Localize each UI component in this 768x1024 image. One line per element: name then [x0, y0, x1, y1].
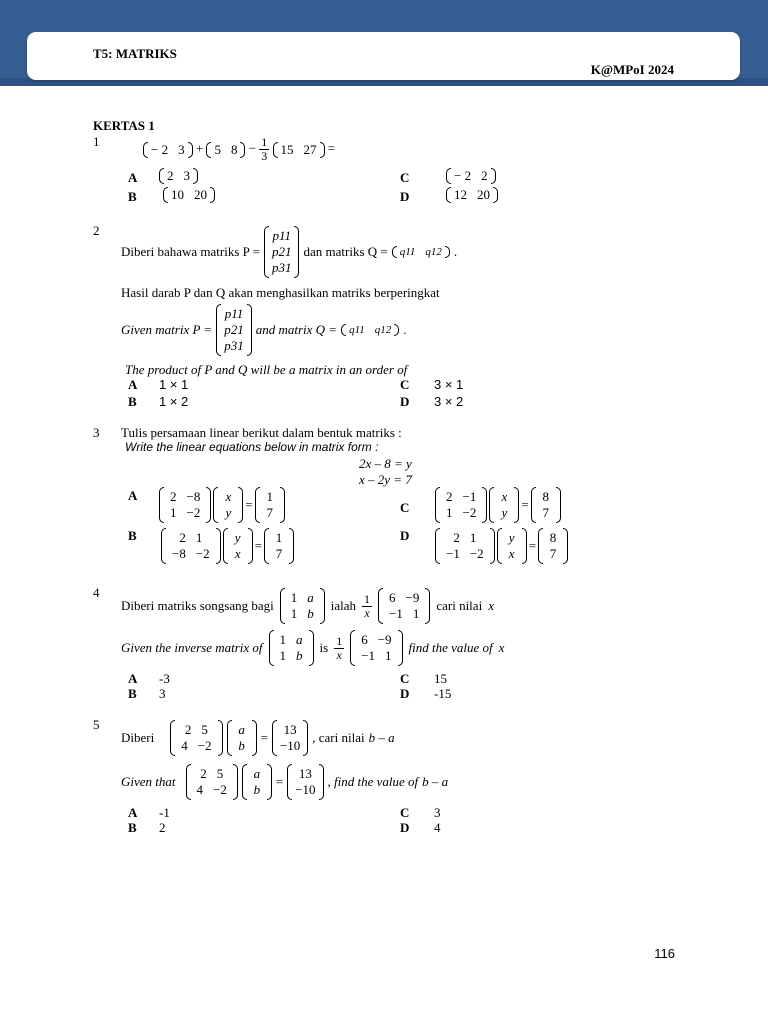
q1-option-c-letter: C	[400, 170, 410, 185]
q3-option-a-letter: A	[128, 488, 138, 503]
q1-option-d[interactable]: 12 20	[446, 186, 498, 203]
q2-option-a-letter: A	[128, 377, 138, 392]
question-1-number: 1	[93, 134, 100, 149]
q5-option-c-letter: C	[400, 805, 410, 820]
question-5-number: 5	[93, 717, 100, 732]
q4-option-a-letter: A	[128, 671, 138, 686]
q3-option-a[interactable]: 2 −8 1 −2 x y = 1 7	[159, 487, 285, 523]
q5-option-a[interactable]: -1	[159, 805, 170, 820]
q5-option-c[interactable]: 3	[434, 805, 441, 820]
question-3-equation-1: 2x – 8 = y	[359, 456, 412, 471]
section-title: KERTAS 1	[93, 118, 155, 133]
header-year: K@MPoI 2024	[590, 62, 674, 77]
question-4-english: Given the inverse matrix of 1 a 1 b is $\frac{1}{x}$ 6 −9 −1 1 find the value of x	[121, 626, 504, 670]
q1-option-a[interactable]: 2 3	[159, 167, 198, 184]
header-title: T5: MATRIKS	[93, 46, 177, 61]
question-2-english-line: The product of P and Q will be a matrix in an order of	[125, 362, 408, 377]
q4-option-b-letter: B	[128, 686, 137, 701]
q1-option-b[interactable]: 10 20	[163, 186, 215, 203]
q5-option-d-letter: D	[400, 820, 410, 835]
q5-option-d[interactable]: 4	[434, 820, 441, 835]
q3-option-d[interactable]: 2 1 −1 −2 y x = 8 7	[435, 528, 568, 564]
q3-option-b[interactable]: 2 1 −8 −2 y x = 1 7	[161, 528, 294, 564]
question-3-malay: Tulis persamaan linear berikut dalam bentuk matriks :	[121, 425, 402, 440]
q1-option-a-letter: A	[128, 170, 138, 185]
q2-option-b[interactable]: 1 × 2	[159, 394, 189, 409]
q4-option-d[interactable]: -15	[434, 686, 452, 701]
q4-option-c-letter: C	[400, 671, 410, 686]
q4-option-d-letter: D	[400, 686, 410, 701]
question-5-english: Given that 2 5 4 −2 a b = 13 −10 , find the value of b – a	[121, 760, 448, 804]
q4-option-c[interactable]: 15	[434, 671, 447, 686]
q3-option-d-letter: D	[400, 528, 410, 543]
question-4-malay: Diberi matriks songsang bagi 1 a 1 b ialah $\frac{1}{x}$ 6 −9 −1 1 cari nilai x	[121, 584, 494, 628]
q2-option-d-letter: D	[400, 394, 410, 409]
q5-option-a-letter: A	[128, 805, 138, 820]
page-number: 116	[654, 946, 675, 961]
question-3-number: 3	[93, 425, 100, 440]
q5-option-b[interactable]: 2	[159, 820, 166, 835]
q3-option-b-letter: B	[128, 528, 137, 543]
question-2-malay-line: Hasil darab P dan Q akan menghasilkan matriks berperingkat	[121, 285, 440, 300]
q1-option-b-letter: B	[128, 189, 137, 204]
q3-option-c[interactable]: 2 −1 1 −2 x y = 8 7	[435, 487, 561, 523]
question-3-english: Write the linear equations below in matrix form :	[125, 440, 379, 454]
question-2-english-given: Given matrix P = p11 p21 p31 and matrix Q = q11 q12 .	[121, 300, 407, 360]
question-5-malay: Diberi 2 5 4 −2 a b = 13 −10 , cari nilai b – a	[121, 716, 395, 760]
q5-option-b-letter: B	[128, 820, 137, 835]
q4-option-b[interactable]: 3	[159, 686, 166, 701]
q1-option-d-letter: D	[400, 189, 410, 204]
question-1-expression: − 2 3 + 5 8 − $\frac{1}{3}$ 15 27 =	[143, 136, 335, 163]
q2-option-c[interactable]: 3 × 1	[434, 377, 464, 392]
question-2-number: 2	[93, 223, 100, 238]
question-2-malay-given: Diberi bahawa matriks P = p11 p21 p31 dan matriks Q = q11 q12 .	[121, 222, 457, 282]
q4-option-a[interactable]: -3	[159, 671, 170, 686]
q2-option-c-letter: C	[400, 377, 410, 392]
header-card	[27, 32, 740, 80]
question-4-number: 4	[93, 585, 100, 600]
q1-option-c[interactable]: − 2 2	[446, 167, 496, 184]
q2-option-d[interactable]: 3 × 2	[434, 394, 464, 409]
question-3-equation-2: x – 2y = 7	[359, 472, 412, 487]
q2-option-a[interactable]: 1 × 1	[159, 377, 189, 392]
q2-option-b-letter: B	[128, 394, 137, 409]
q3-option-c-letter: C	[400, 500, 410, 515]
